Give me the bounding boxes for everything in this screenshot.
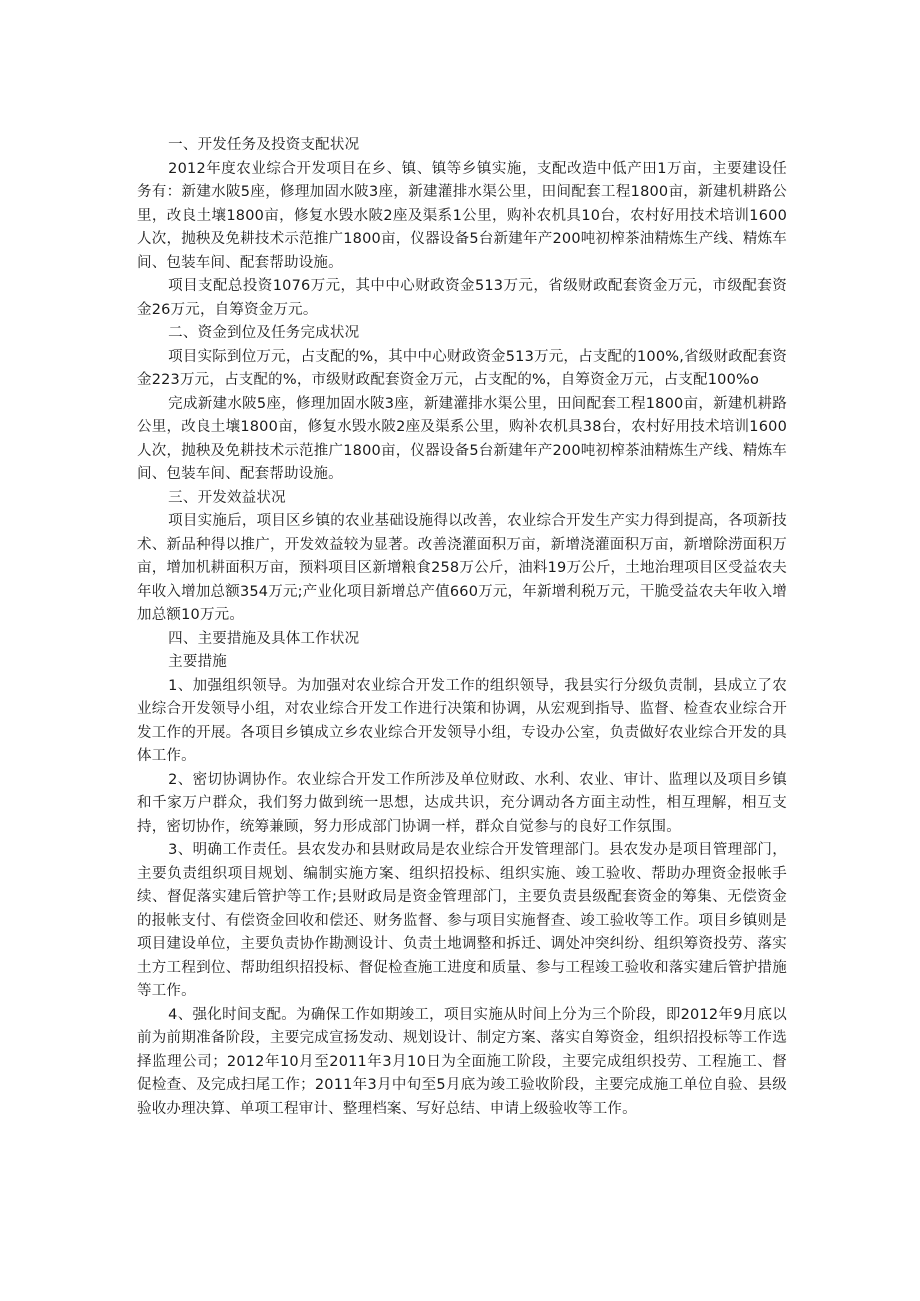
section-heading-3: 三、开发效益状况: [168, 489, 286, 506]
subheading-main-measures: 主要措施: [168, 654, 227, 670]
paragraph-funds-arrival: 项目实际到位万元，占支配的%，其中中心财政资金513万元，占支配的100%,省级财政配套资金223万元，占支配的%，市级财政配套资金万元，占支配的%，自筹资金万元，占支配100%o: [137, 348, 787, 388]
paragraph-measure-4: 4、强化时间支配。为确保工作如期竣工，项目实施从时间上分为三个阶段，即2012年9月底以前为前期准备阶段，主要完成宣扬发动、规划设计、制定方案、落实自筹资金，组织招投标等工作选择监理公司；2012年10月至2011年3月10日为全面施工阶段，主要完成组织投劳、工程施工、督促检查、及完成扫尾工作；2011年3月中旬至5月底为竣工验收阶段，主要完成施工单位自验、县级验收办理决算、单项工程审计、整理档案、写好总结、申请上级验收等工作。: [137, 1006, 787, 1117]
section-heading-1: 一、开发任务及投资支配状况: [168, 137, 360, 153]
paragraph-measure-1: 1、加强组织领导。为加强对农业综合开发工作的组织领导，我县实行分级负责制，县成立了农业综合开发领导小组，对农业综合开发工作进行决策和协调，从宏观到指导、监督、检查农业综合开发工作的开展。各项目乡镇成立乡农业综合开发领导小组，专设办公室，负责做好农业综合开发的具体工作。: [137, 677, 787, 764]
paragraph-measure-2: 2、密切协调协作。农业综合开发工作所涉及单位财政、水利、农业、审计、监理以及项目乡镇和千家万户群众，我们努力做到统一思想，达成共识，充分调动各方面主动性，相互理解，相互支持，密切协作，统筹兼顾，努力形成部门协调一样，群众自觉参与的良好工作氛围。: [137, 771, 787, 835]
paragraph-measure-3: 3、明确工作责任。县农发办和县财政局是农业综合开发管理部门。县农发办是项目管理部门，主要负责组织项目规划、编制实施方案、组织招投标、组织实施、竣工验收、帮助办理资金报帐手续、督促落实建后管护等工作;县财政局是资金管理部门，主要负责县级配套资金的筹集、无偿资金的报帐支付、有偿资金回收和偿还、财务监督、参与项目实施督查、竣工验收等工作。项目乡镇则是项目建设单位，主要负责协作勘测设计、负责土地调整和拆迁、调处冲突纠纷、组织筹资投劳、落实土方工程到位、帮助组织招投标、督促检查施工进度和质量、参与工程竣工验收和落实建后管护措施等工作。: [137, 842, 787, 999]
document-body: [137, 134, 787, 1121]
paragraph-tasks-completed: 完成新建水陂5座，修理加固水陂3座，新建灌排水渠公里，田间配套工程1800亩，新建机耕路公里，改良土壤1800亩，修复水毁水陂2座及渠系公里，购补农机具38台，农村好用技术培训1600人次，抛秧及免耕技术示范推广1800亩，仪器设备5台新建年产200吨初榨茶油精炼生产线、精炼车间、包装车间、配套帮助设施。: [137, 395, 787, 482]
paragraph-project-tasks: 2012年度农业综合开发项目在乡、镇、镇等乡镇实施，支配改造中低产田1万亩，主要建设任务有：新建水陂5座，修理加固水陂3座，新建灌排水渠公里，田间配套工程1800亩，新建机耕路公里，改良土壤1800亩，修复水毁水陂2座及渠系1公里，购补农机具10台，农村好用技术培训1600人次，抛秧及免耕技术示范推广1800亩，仪器设备5台新建年产200吨初榨茶油精炼生产线、精炼车间、包装车间、配套帮助设施。: [137, 160, 787, 271]
section-heading-4: 四、主要措施及具体工作状况: [168, 630, 360, 647]
paragraph-benefits: 项目实施后，项目区乡镇的农业基础设施得以改善，农业综合开发生产实力得到提高，各项新技术、新品种得以推广，开发效益较为显著。改善浇灌面积万亩，新增浇灌面积万亩，新增除涝面积万亩，增加机耕面积万亩，预料项目区新增粮食258万公斤，油料19万公斤，土地治理项目区受益农夫年收入增加总额354万元;产业化项目新增总产值660万元，年新增利税万元，干脆受益农夫年收入增加总额10万元。: [137, 513, 787, 623]
paragraph-investment: 项目支配总投资1076万元，其中中心财政资金513万元，省级财政配套资金万元，市级配套资金26万元，自筹资金万元。: [137, 278, 787, 318]
section-heading-2: 二、资金到位及任务完成状况: [168, 325, 360, 341]
